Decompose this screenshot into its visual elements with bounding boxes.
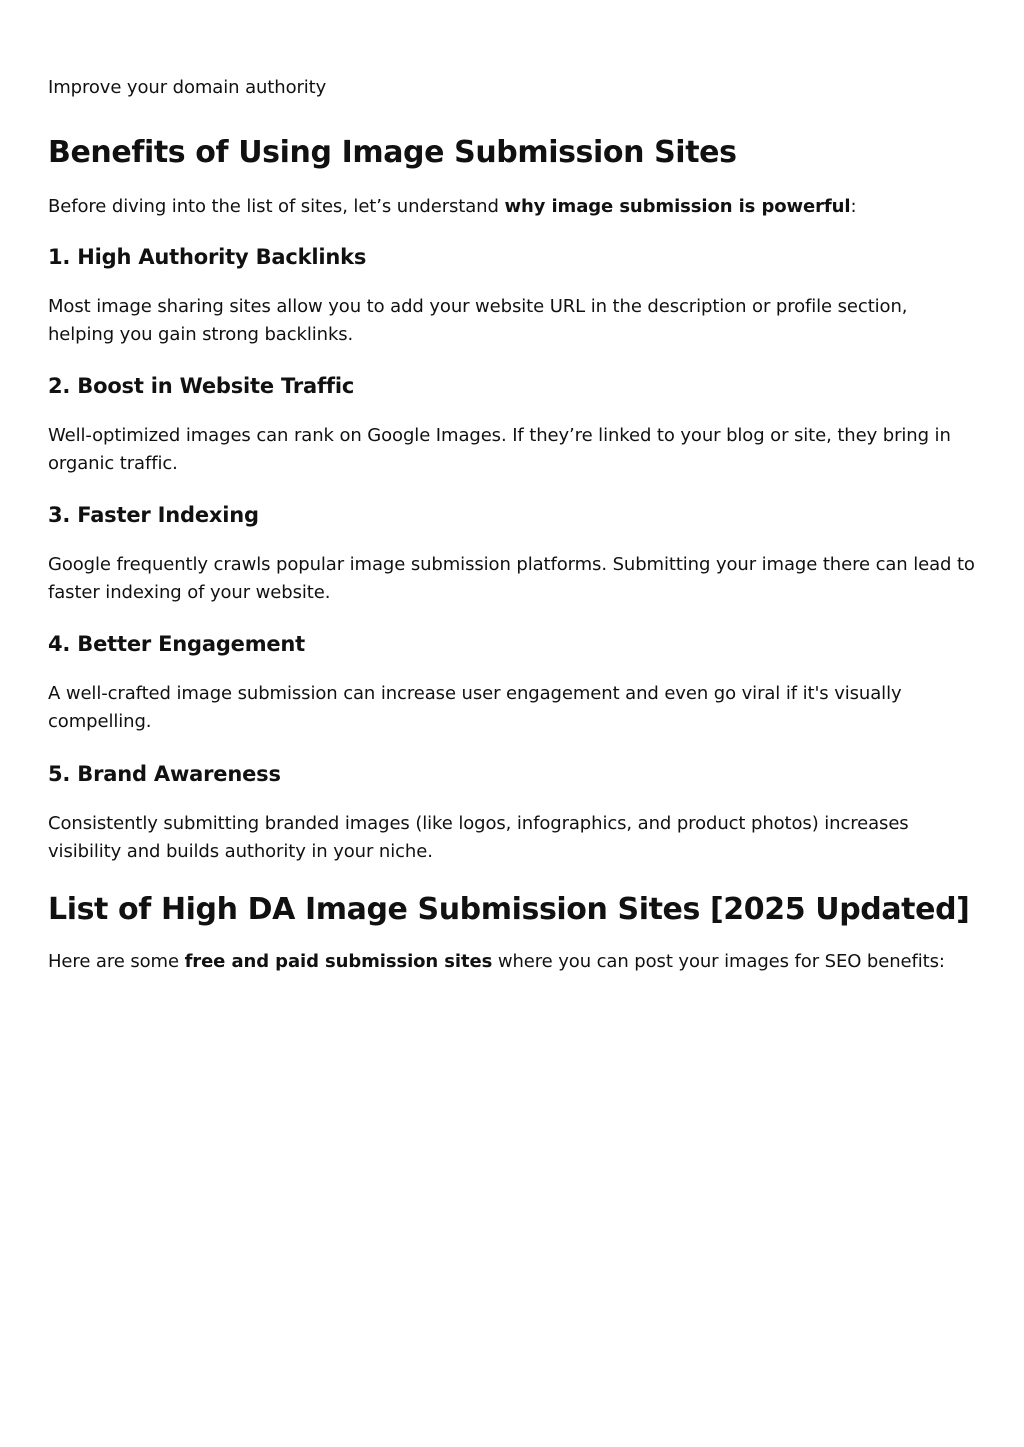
benefit-3-title: 3. Faster Indexing	[48, 503, 259, 527]
list-lead-bold: free and paid submission sites	[184, 951, 493, 972]
benefits-heading: Benefits of Using Image Submission Sites	[48, 135, 737, 170]
list-lead-end: where you can post your images for SEO benefits:	[492, 951, 945, 972]
benefit-5-title: 5. Brand Awareness	[48, 762, 281, 786]
list-lead	[48, 948, 945, 976]
benefit-4-text: A well-crafted image submission can increase user engagement and even go viral if it's visually compelling.	[48, 683, 902, 732]
list-heading: List of High DA Image Submission Sites [2025 Updated]	[48, 892, 970, 927]
benefits-lead-text: Before diving into the list of sites, let’s understand	[48, 196, 505, 217]
benefit-2-title: 2. Boost in Website Traffic	[48, 374, 355, 398]
benefits-lead-bold: why image submission is powerful	[504, 196, 851, 217]
intro-line: Improve your domain authority	[48, 77, 327, 98]
benefit-2-text: Well-optimized images can rank on Google Images. If they’re linked to your blog or site, they bring in organic traffic.	[48, 425, 951, 474]
benefit-5-text: Consistently submitting branded images (like logos, infographics, and product photos) increases visibility and builds authority in your niche.	[48, 813, 909, 862]
list-lead-text: Here are some	[48, 951, 185, 972]
benefit-1-text: Most image sharing sites allow you to add your website URL in the description or profile section, helping you gain strong backlinks.	[48, 296, 908, 345]
benefits-lead-end: :	[850, 196, 857, 217]
benefits-lead	[48, 193, 856, 221]
benefit-4-title: 4. Better Engagement	[48, 632, 306, 656]
benefit-1-title: 1. High Authority Backlinks	[48, 245, 367, 269]
benefit-3-text: Google frequently crawls popular image submission platforms. Submitting your image there can lead to faster indexing of your website.	[48, 554, 975, 603]
